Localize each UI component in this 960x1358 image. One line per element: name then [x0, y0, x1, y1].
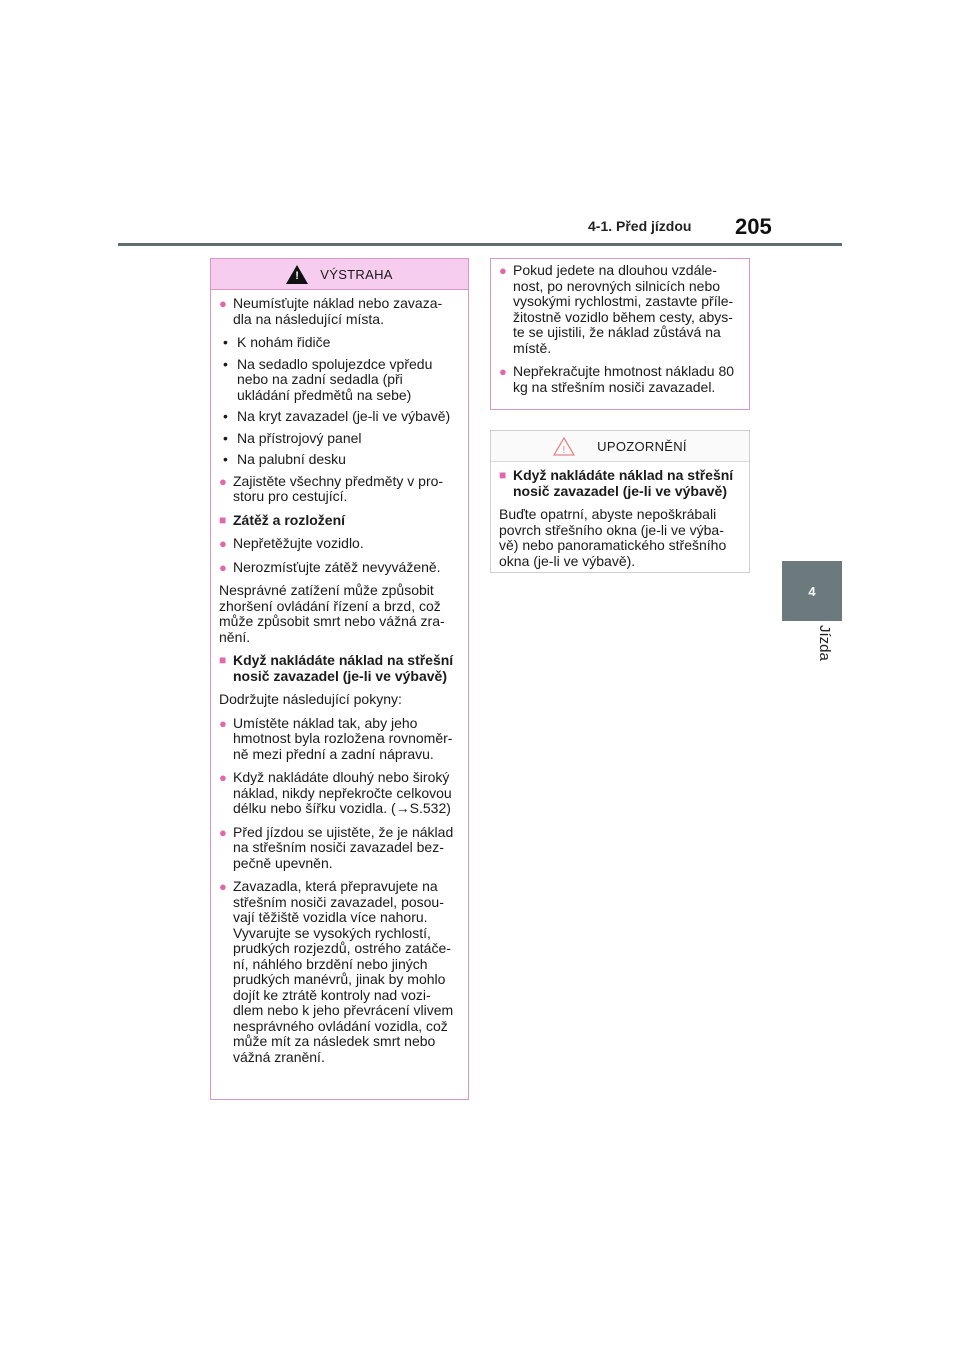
item-text: Pokud jedete na dlouhou vzdále-nost, po nerovných silnicích nebo vysokými rychlostmi, zastavte příle-žitostně vozidlo během cesty, abys-te se ujistili, že náklad zůstává na místě. [513, 262, 734, 356]
bullet-dot-icon [219, 409, 237, 425]
warning-box [210, 258, 469, 1100]
bullet-circle-icon [219, 770, 233, 817]
item-text: Zavazadla, která přepravujete na střešním nosiči zavazadel, posou-vají těžiště vozidla více nahoru. Vyvarujte se vysokých rychlostí, prudkých rozjezdů, ostrého zatáče-ní, náhlého brzdění nebo jiných prudkých manévrů, jinak by mohlo dojít ke ztrátě kontroly nad vozi-dlem nebo k jeho převrácení vlivem nesprávného ovládání vozidla, což může mít za následek smrt nebo vážná zranění. [233, 878, 454, 1065]
page-number: 205 [735, 214, 772, 239]
subheading-item [499, 468, 737, 499]
bullet-circle-icon [219, 825, 233, 872]
header-section-title: 4-1. Před jízdou [588, 218, 692, 234]
list-item [219, 452, 456, 468]
caution-triangle-outline-icon [553, 437, 575, 456]
list-item [499, 364, 737, 395]
item-text: K nohám řidiče [237, 334, 331, 350]
item-text: Když nakládáte dlouhý nebo široký náklad, nikdy nepřekročte celkovou délku nebo šířku vozidla. (→S.532) [233, 769, 452, 816]
bullet-circle-icon [219, 474, 233, 505]
subheading-item [219, 513, 456, 529]
list-item [219, 536, 456, 552]
list-item [219, 879, 456, 1065]
bullet-circle-icon [499, 364, 513, 395]
list-item [219, 474, 456, 505]
list-item [219, 825, 456, 872]
item-text: Nerozmísťujte zátěž nevyváženě. [233, 558, 441, 575]
bullet-square-icon [219, 653, 233, 684]
bullet-square-icon [499, 468, 513, 499]
item-text: Když nakládáte náklad na střešní nosič zavazadel (je-li ve výbavě) [513, 467, 734, 499]
bullet-circle-icon [219, 560, 233, 576]
list-item [219, 296, 456, 327]
list-item [219, 431, 456, 447]
bullet-dot-icon [219, 452, 237, 468]
paragraph: Dodržujte následující pokyny: [219, 691, 402, 707]
warning-box-continued [490, 258, 750, 410]
chapter-tab[interactable] [782, 561, 842, 621]
header-rule [118, 243, 842, 246]
bullet-circle-icon [219, 536, 233, 552]
warning-continued-content [491, 259, 749, 411]
item-text: Zátěž a rozložení [233, 511, 346, 528]
item-text: Na přístrojový panel [237, 429, 362, 446]
bullet-dot-icon [219, 357, 237, 404]
bullet-circle-icon [219, 879, 233, 1065]
list-item [219, 357, 456, 404]
item-text: Když nakládáte náklad na střešní nosič zavazadel (je-li ve výbavě) [233, 652, 454, 684]
caution-content [491, 462, 749, 585]
list-item [219, 770, 456, 817]
list-item [219, 409, 456, 425]
warning-title: VÝSTRAHA [320, 266, 393, 282]
caution-header [491, 431, 749, 462]
paragraph: Buďte opatrní, abyste nepoškrábali povrch střešního okna (je-li ve výba-vě) nebo panoramatického střešního okna (je-li ve výbavě). [499, 506, 727, 569]
list-item [219, 335, 456, 351]
paragraph: Nesprávné zatížení může způsobit zhoršení ovládání řízení a brzd, což může způsobit smrt nebo vážná zra-nění. [219, 582, 445, 645]
item-text: Na sedadlo spolujezdce vpředu nebo na zadní sedadla (při ukládání předmětů na sebe) [237, 355, 433, 403]
warning-content [211, 290, 468, 1081]
list-item [219, 716, 456, 763]
item-text: Umístěte náklad tak, aby jeho hmotnost byla rozložena rovnoměr-ně mezi přední a zadní nápravu. [233, 714, 453, 762]
item-text: Nepřetěžujte vozidlo. [233, 535, 364, 551]
subheading-item [219, 653, 456, 684]
bullet-dot-icon [219, 335, 237, 351]
item-text: Před jízdou se ujistěte, že je náklad na střešním nosiči zavazadel bez-pečně upevněn. [233, 823, 454, 871]
caution-title: UPOZORNĚNÍ [597, 438, 687, 454]
warning-triangle-icon [286, 265, 308, 284]
warning-header [211, 259, 468, 290]
caution-box [490, 430, 750, 573]
item-text: Na kryt zavazadel (je-li ve výbavě) [237, 408, 451, 424]
list-item [219, 560, 456, 576]
item-text: Zajistěte všechny předměty v pro-storu pro cestující. [233, 472, 444, 504]
item-text: Neumísťujte náklad nebo zavaza-dla na následující místa. [233, 295, 443, 327]
bullet-dot-icon [219, 431, 237, 447]
bullet-circle-icon [499, 263, 513, 356]
chapter-number: 4 [808, 583, 816, 599]
item-text: Na palubní desku [237, 451, 346, 467]
bullet-circle-icon [219, 716, 233, 763]
svg-text:!: ! [562, 444, 566, 456]
bullet-square-icon [219, 513, 233, 529]
list-item [499, 263, 737, 356]
item-text: Nepřekračujte hmotnost nákladu 80 kg na střešním nosiči zavazadel. [513, 363, 735, 395]
bullet-circle-icon [219, 296, 233, 327]
chapter-label: Jízda [816, 625, 833, 661]
